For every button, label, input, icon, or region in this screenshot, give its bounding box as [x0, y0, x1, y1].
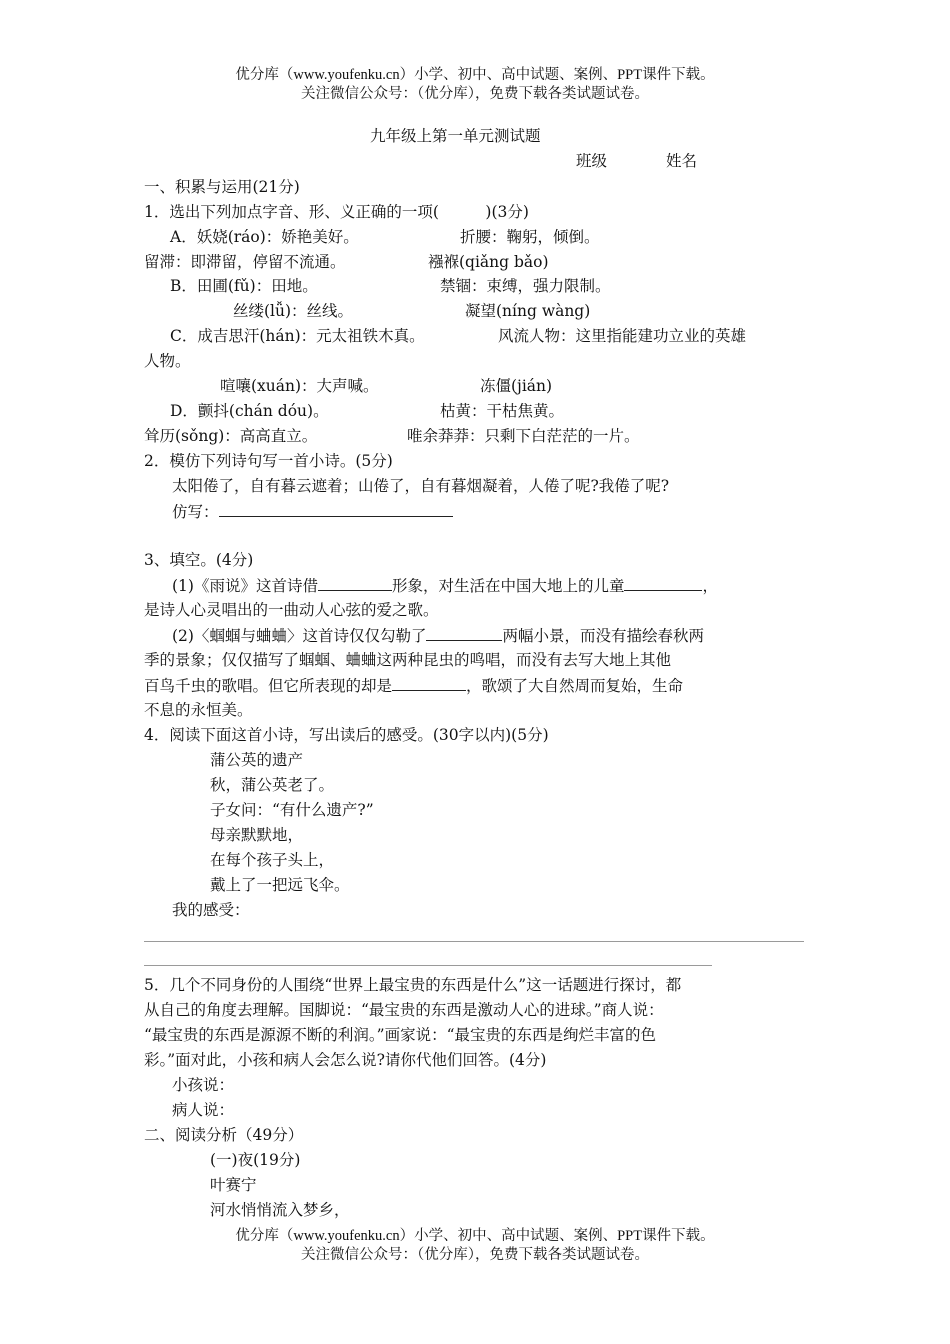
q2-poem: 太阳倦了，自有暮云遮着；山倦了，自有暮烟凝着，人倦了呢?我倦了呢?: [172, 477, 670, 495]
q3-p2-text-f: 不息的永恒美。: [144, 701, 253, 719]
q1-option-d-2: 枯黄：干枯焦黄。: [440, 402, 565, 420]
q3-p2-text-d: 百鸟千虫的歌唱。但它所表现的却是: [144, 677, 393, 695]
q1-option-b-3: 丝缕(lǚ)：丝线。: [233, 302, 354, 320]
q3-part1-row: [172, 575, 718, 596]
q3-p2-text-b: 两幅小景，而没有描绘春秋两: [502, 627, 704, 645]
q5-line-4: 彩。”面对此，小孩和病人会怎么说?请你代他们回答。(4分): [144, 1051, 547, 1069]
q1-option-b-1: B．田圃(fǔ)：田地。: [170, 277, 318, 295]
q3-part2-row: [172, 625, 704, 646]
q5-patient-label: 病人说：: [172, 1101, 235, 1119]
q1-option-d-3: 耸历(sǒng)：高高直立。: [144, 427, 318, 445]
q5-line-1: 5．几个不同身份的人围绕“世界上最宝贵的东西是什么”这一话题进行探讨，都: [144, 976, 682, 994]
q4-answer-line-2[interactable]: [144, 965, 712, 966]
q2-answer-blank[interactable]: [219, 501, 453, 517]
q4-answer-line-1[interactable]: [144, 941, 804, 942]
q1-option-c-2: 风流人物：这里指能建功立业的英雄: [498, 327, 747, 345]
q3-p2-text-e: ，歌颂了大自然周而复始，生命: [466, 677, 684, 695]
q3-blank-2[interactable]: [624, 575, 702, 591]
q3-p1-text-d: 是诗人心灵唱出的一曲动人心弦的爱之歌。: [144, 601, 439, 619]
q1-option-b-4: 凝望(níng wàng): [465, 302, 591, 320]
q2-imitate-label: 仿写：: [172, 503, 219, 521]
q5-child-label: 小孩说：: [172, 1076, 235, 1094]
q1-option-d-1: D．颤抖(chán dóu)。: [170, 402, 329, 420]
part2-sub-heading: (一)夜(19分): [210, 1151, 301, 1169]
q3-blank-1[interactable]: [318, 575, 392, 591]
q1-option-a-3: 留滞：即滞留，停留不流通。: [144, 253, 346, 271]
q3-p1-text-b: 形象，对生活在中国大地上的儿童: [391, 577, 625, 595]
q1-option-a-4: 襁褓(qiǎng bǎo): [428, 253, 549, 271]
q4-poem-line-1: 蒲公英的遗产: [210, 751, 304, 769]
part1-heading: 一、积累与运用(21分): [144, 178, 300, 196]
footer-line-1: 优分库（www.youfenku.cn）小学、初中、高中试题、案例、PPT课件下载。: [235, 1228, 715, 1244]
q1-stem: 1．选出下列加点字音、形、义正确的一项( )(3分): [144, 203, 529, 221]
part2-author: 叶赛宁: [210, 1176, 257, 1194]
header-line-1: 优分库（www.youfenku.cn）小学、初中、高中试题、案例、PPT课件下载。: [235, 67, 715, 83]
class-label: 班级: [576, 152, 608, 170]
part2-heading: 二、阅读分析（49分）: [144, 1126, 304, 1144]
q1-option-c-4: 喧嚷(xuán)：大声喊。: [220, 377, 379, 395]
q3-stem: 3、填空。(4分): [144, 551, 254, 569]
q4-feeling-label: 我的感受：: [172, 901, 250, 919]
q1-option-a-1: A．妖娆(ráo)：娇艳美好。: [170, 228, 359, 246]
page-header: [0, 66, 950, 104]
q2-imitate-row: [172, 501, 453, 522]
q3-blank-3[interactable]: [426, 625, 502, 641]
q4-poem-line-4: 母亲默默地，: [210, 826, 304, 844]
q1-option-b-2: 禁锢：束缚，强力限制。: [440, 277, 611, 295]
header-line-2: 关注微信公众号：（优分库），免费下载各类试题试卷。: [301, 86, 649, 102]
q3-p2-text-c: 季的景象；仅仅描写了蝈蝈、蛐蛐这两种昆虫的鸣唱，而没有去写大地上其他: [144, 651, 672, 669]
q1-option-d-4: 唯余莽莽：只剩下白茫茫的一片。: [407, 427, 640, 445]
q3-p2-text-a: (2)〈蝈蝈与蛐蛐〉这首诗仅仅勾勒了: [172, 627, 427, 645]
page-footer: [0, 1227, 950, 1265]
q1-option-c-3: 人物。: [144, 352, 191, 370]
q3-part2-row-3: [144, 675, 683, 696]
name-label: 姓名: [666, 152, 698, 170]
q2-stem: 2．模仿下列诗句写一首小诗。(5分): [144, 452, 393, 470]
q5-line-2: 从自己的角度去理解。国脚说：“最宝贵的东西是激动人心的进球。”商人说：: [144, 1001, 664, 1019]
q4-stem: 4．阅读下面这首小诗，写出读后的感受。(30字以内)(5分): [144, 726, 549, 744]
q3-blank-4[interactable]: [392, 675, 466, 691]
q4-poem-line-3: 子女问：“有什么遗产?”: [210, 801, 374, 819]
q4-poem-line-5: 在每个孩子头上，: [210, 851, 335, 869]
q1-option-c-5: 冻僵(jián): [480, 377, 553, 395]
q1-option-c-1: C．成吉思汗(hán)：元太祖铁木真。: [170, 327, 425, 345]
exam-title: 九年级上第一单元测试题: [370, 127, 541, 145]
q3-p1-text-a: (1)《雨说》这首诗借: [172, 577, 318, 595]
q1-option-a-2: 折腰：鞠躬，倾倒。: [460, 228, 600, 246]
q5-line-3: “最宝贵的东西是源源不断的利润。”画家说：“最宝贵的东西是绚烂丰富的色: [144, 1026, 657, 1044]
q4-poem-line-6: 戴上了一把远飞伞。: [210, 876, 350, 894]
q4-poem-line-2: 秋，蒲公英老了。: [210, 776, 335, 794]
q3-p1-text-c: ，: [702, 577, 718, 595]
footer-line-2: 关注微信公众号：（优分库），免费下载各类试题试卷。: [301, 1247, 649, 1263]
part2-first-line: 河水悄悄流入梦乡，: [210, 1201, 350, 1219]
